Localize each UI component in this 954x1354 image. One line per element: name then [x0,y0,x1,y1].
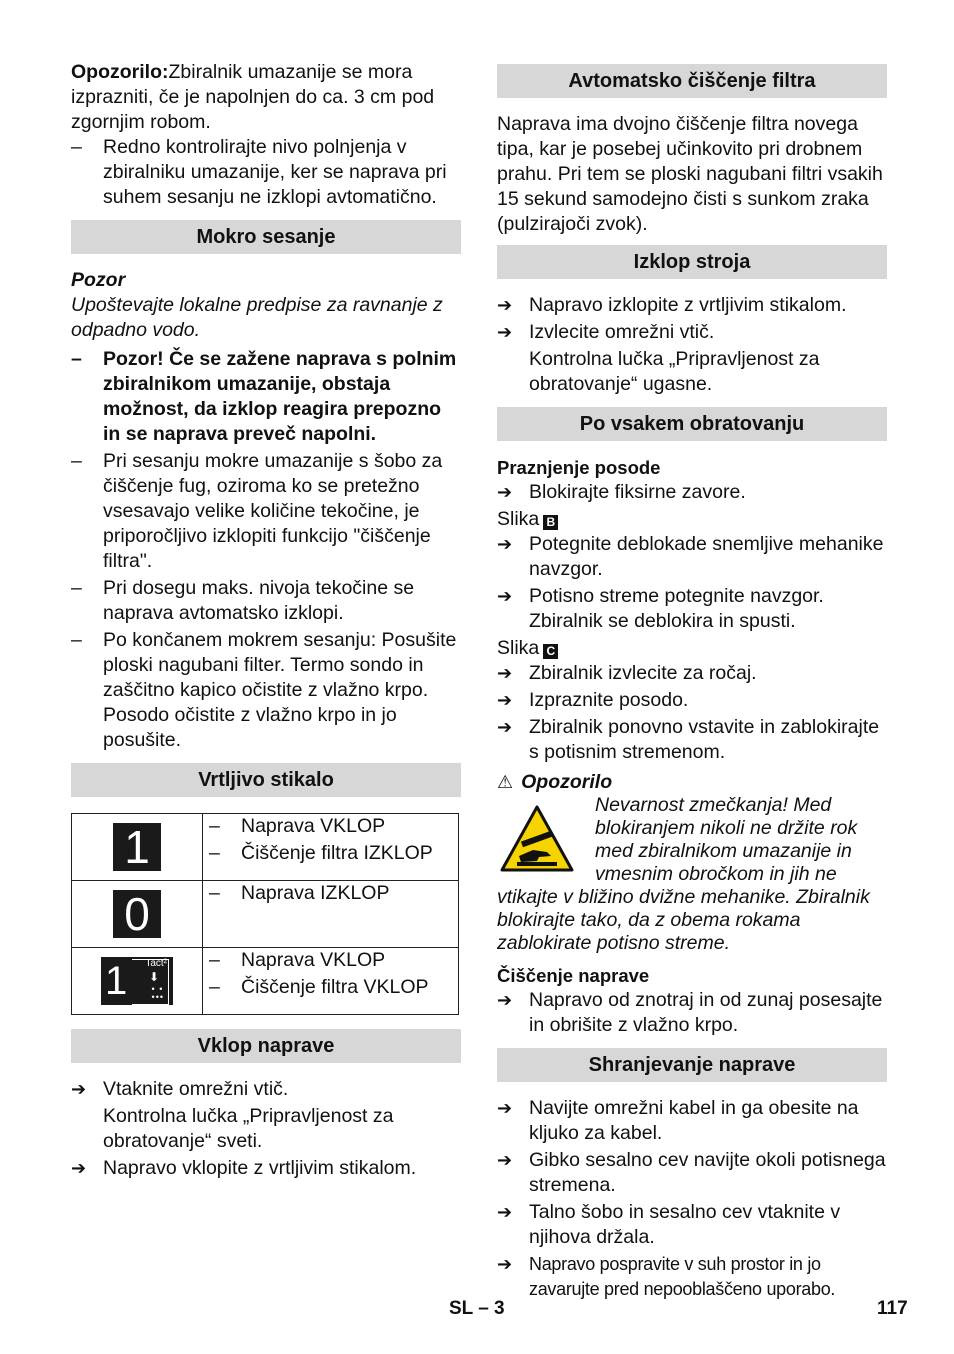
pozor-label: Pozor [71,269,126,291]
switch-1-icon: 1 [113,823,161,871]
step-item: ➔ Potegnite deblokade snemljive mehanike navzgor. [497,532,887,582]
crush-hazard-icon [499,804,575,874]
switch-line: – Čiščenje filtra IZKLOP [209,841,452,866]
list-item: – Redno kontrolirajte nivo polnjenja v zbiralniku umazanije, ker se naprava pri suhem sesanju ne izklopi avtomatično. [71,135,461,210]
section-heading-vrtljivo: Vrtljivo stikalo [71,763,461,797]
warning-block [497,794,887,955]
step-item: ➔ Zbiralnik ponovno vstavite in zablokirajte s potisnim stremenom. [497,715,887,765]
step-item: ➔ Izvlecite omrežni vtič. [497,320,887,345]
switch-symbol-cell [72,814,203,881]
step-item: ➔ Vtaknite omrežni vtič. [71,1077,461,1102]
section-heading-vklop: Vklop naprave [71,1029,461,1063]
list-item: – Pri sesanju mokre umazanije s šobo za čiščenje fug, oziroma ko se pretežno vsesavajo velike količine tekočine, je priporočljivo izklopiti funkcijo "čiščenje filtra". [71,449,461,574]
figure-b-icon: B [543,515,558,530]
figure-ref: Slika B [497,507,887,532]
step-item: ➔ Napravo izklopite z vrtljivim stikalom. [497,293,887,318]
switch-symbol-cell [72,881,203,948]
warning-triangle-icon: ⚠ [497,772,514,793]
warning-text: Nevarnost zmečkanja! Med blokiranjem nikoli ne držite rok med zbiralnikom umazanije in vmesnim obročkom in jih ne vtikajte v bližino dvižne mehanike. Zbiralnik blokirajte tako, da z obema rokama zablokirate potisno streme. [497,794,870,954]
step-item: ➔ Zbiralnik izvlecite za ročaj. [497,661,887,686]
section-heading-izklop: Izklop stroja [497,245,887,279]
table-row [72,881,459,948]
warning-text: Zbiralnik umazanije se mora izprazniti, če je napolnjen do ca. 3 cm pod zgornjim robom. [71,61,435,133]
step-item: ➔ Gibko sesalno cev navijte okoli potisnega stremena. [497,1148,887,1198]
right-column [497,60,887,1304]
table-row [72,948,459,1015]
section-heading-po: Po vsakem obratovanju [497,407,887,441]
tact-label: Tact² [145,958,167,969]
switch-line: – Naprava IZKLOP [209,881,452,906]
step-item: ➔ Napravo vklopite z vrtljivim stikalom. [71,1156,461,1181]
step-note: Kontrolna lučka „Pripravljenost za obratovanje“ sveti. [103,1105,394,1152]
warning-label: Opozorilo: [71,61,169,83]
footer-language: SL – 3 [449,1298,505,1319]
step-item: ➔ Izpraznite posodo. [497,688,887,713]
step-item: ➔ Blokirajte fiksirne zavore. [497,480,887,505]
switch-tact-icon: 1 Tact² ⬇ • • ••• [101,957,173,1005]
step-item: ➔ Napravo od znotraj in od zunaj posesajte in obrišite z vlažno krpo. [497,988,887,1038]
switch-line: – Naprava VKLOP [209,948,452,973]
subheading-praznjenje: Praznjenje posode [497,457,661,478]
step-item: ➔ Potisno streme potegnite navzgor. Zbiralnik se deblokira in spusti. [497,584,887,634]
section-heading-mokro: Mokro sesanje [71,220,461,254]
switch-line: – Čiščenje filtra VKLOP [209,975,452,1000]
figure-c-icon: C [543,644,558,659]
arrow-down-icon: ⬇ [148,970,159,984]
avto-text: Naprava ima dvojno čiščenje filtra novega tipa, kar je posebej učinkovito pri drobnem prahu. Pri tem se ploski nagubani filtri vsakih 15 sekund samodejno čisti s sunkom zraka (pulzirajoči zvok). [497,113,883,235]
switch-line: – Naprava VKLOP [209,814,452,839]
step-note: Kontrolna lučka „Pripravljenost za obratovanje“ ugasne. [529,348,820,395]
list-item: – Pri dosegu maks. nivoja tekočine se naprava avtomatsko izklopi. [71,576,461,626]
switch-table [71,813,459,1015]
warning-heading: ⚠ Opozorilo [497,771,613,793]
figure-ref: Slika C [497,636,887,661]
table-row [72,814,459,881]
section-heading-shranjevanje: Shranjevanje naprave [497,1048,887,1082]
switch-0-icon: 0 [113,890,161,938]
list-item: – Po končanem mokrem sesanju: Posušite ploski nagubani filter. Termo sondo in zaščitno kapico očistite z vlažno krpo. Posodo očistite z vlažno krpo in jo posušite. [71,628,461,753]
switch-symbol-cell [72,948,203,1015]
section-heading-avto: Avtomatsko čiščenje filtra [497,64,887,98]
step-item: ➔ Napravo pospravite v suh prostor in jo zavarujte pred nepooblaščeno uporabo. [497,1252,887,1302]
warning-paragraph [71,60,461,135]
subheading-ciscenje: Čiščenje naprave [497,965,650,986]
dots-icon: • • ••• [151,984,164,1002]
step-item: ➔ Talno šobo in sesalno cev vtaknite v njihova držala. [497,1200,887,1250]
page-number: 117 [877,1298,908,1319]
step-item: ➔ Navijte omrežni kabel in ga obesite na kljuko za kabel. [497,1096,887,1146]
pozor-text: Upoštevajte lokalne predpise za ravnanje z odpadno vodo. [71,294,443,341]
left-column [71,60,461,1183]
list-item-bold: – Pozor! Če se zažene naprava s polnim zbiralnikom umazanije, obstaja možnost, da izklop reagira prepozno in se naprava preveč napolni. [71,347,461,447]
